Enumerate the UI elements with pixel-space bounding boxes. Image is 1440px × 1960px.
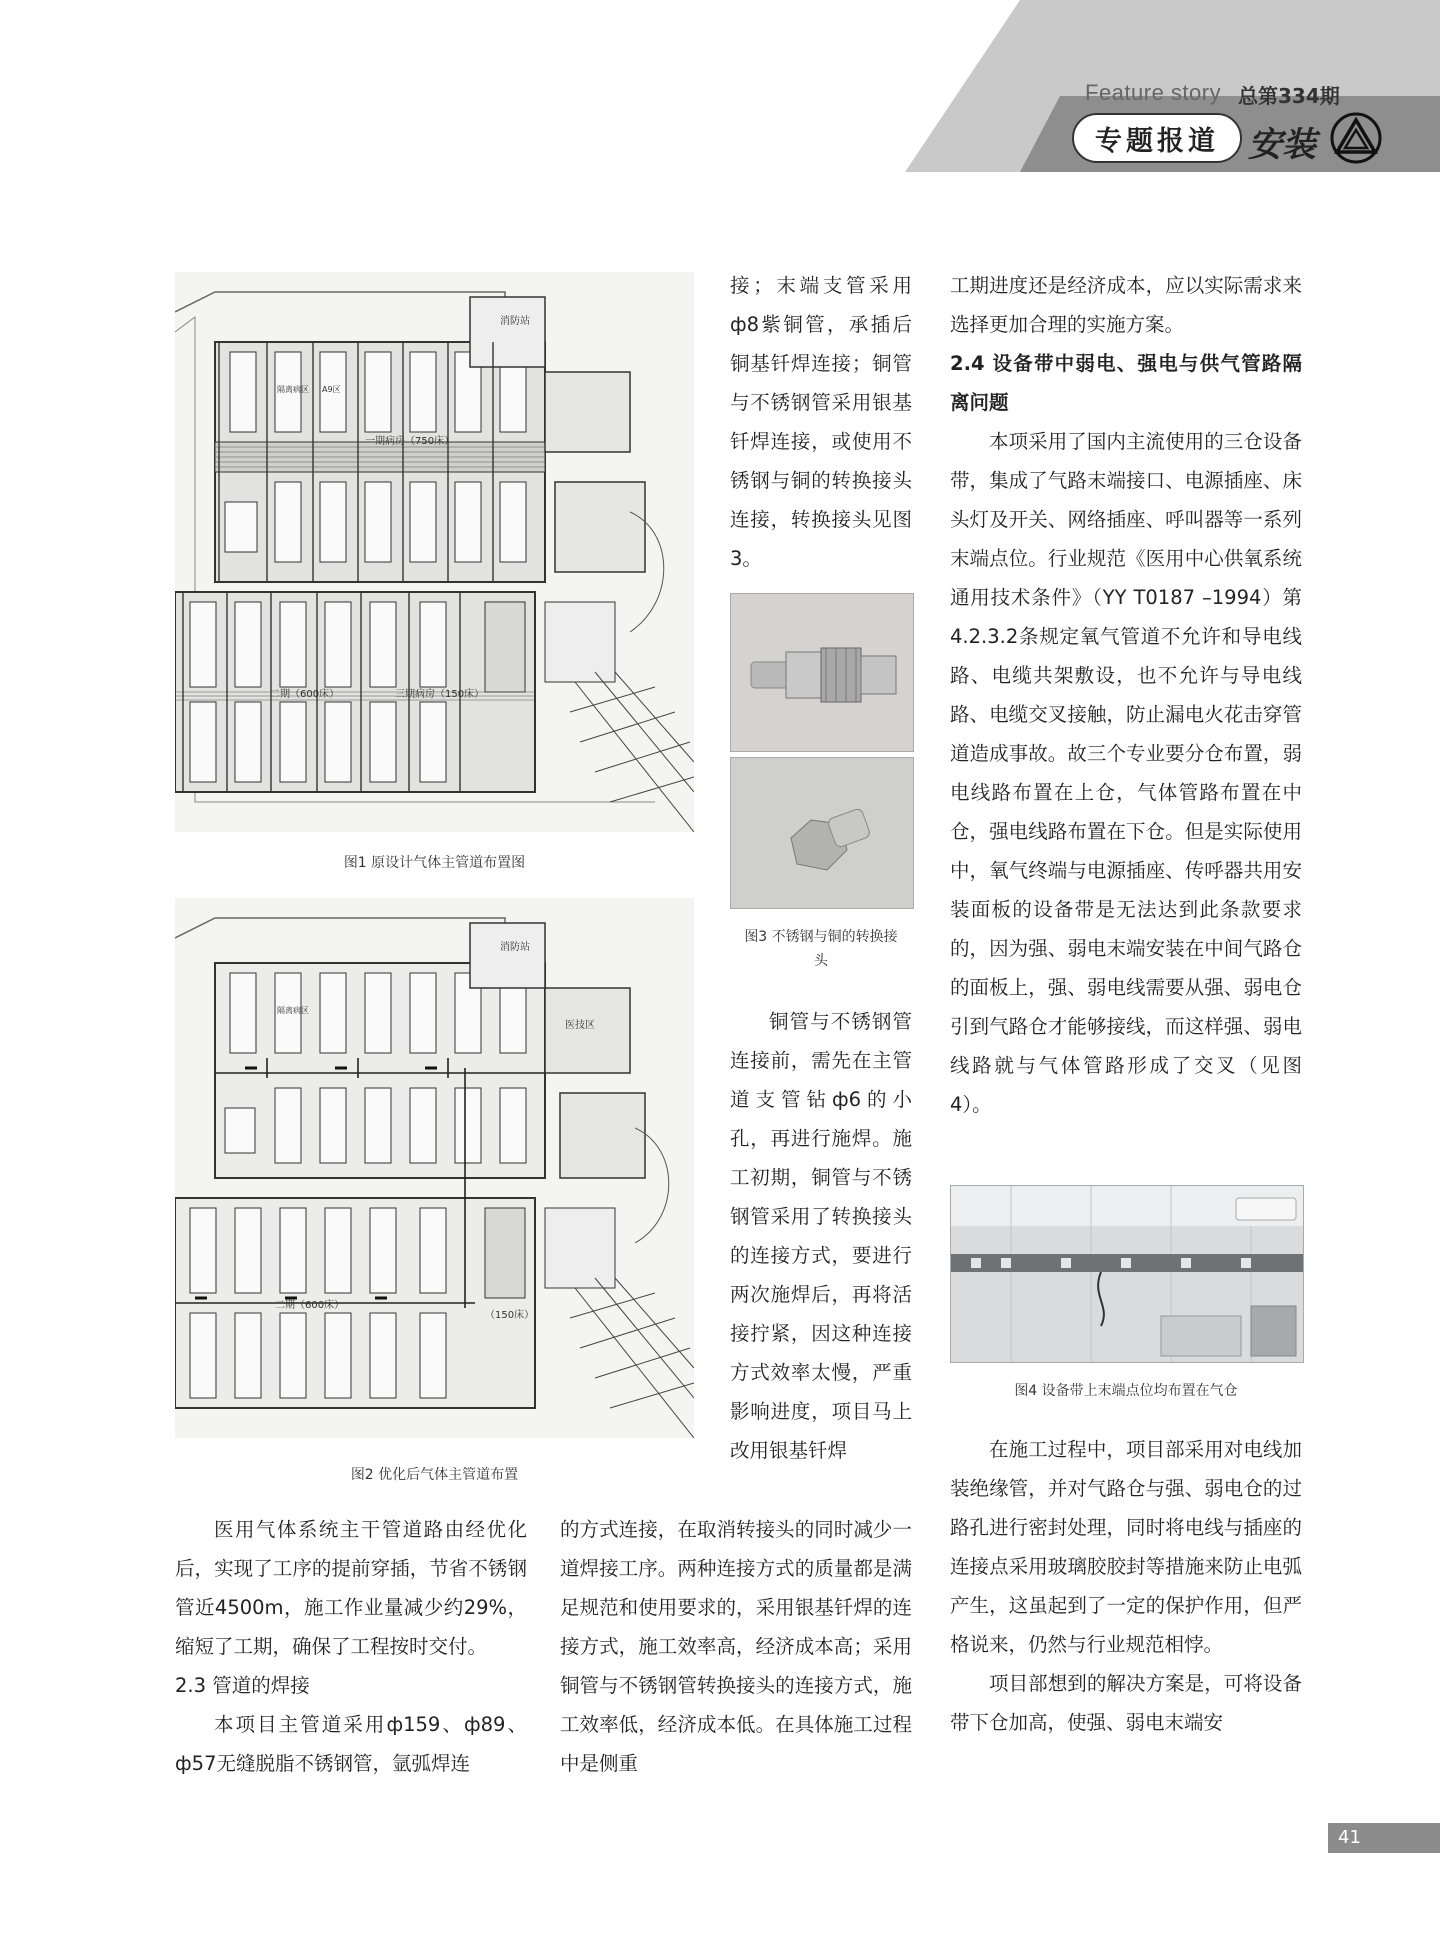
- paragraph: 本项采用了国内主流使用的三仓设备带，集成了气路末端接口、电源插座、床头灯及开关、网络插座、呼叫器等一系列末端点位。行业规范《医用中心供氧系统通用技术条件》（YY T0187 –1994）第4.2.3.2条规定氧气管道不允许和导电线路、电缆共架敷设，也不允许与导电线路、电缆交叉接触，防止漏电火花击穿管道造成事故。故三个专业要分仓布置，弱电线路布置在上仓，气体管路布置在中仓，强电线路布置在下仓。但是实际使用中，氧气终端与电源插座、传呼器共用安装面板的设备带是无法达到此条款要求的，因为强、弱电末端安装在中间气路仓的面板上，强、弱电线需要从强、弱电仓引到气路仓才能够接线，而这样强、弱电线路就与气体管路形成了交叉（见图4）。: [950, 430, 1302, 1116]
- section-heading: 2.4 设备带中弱电、强电与供气管路隔离问题: [950, 352, 1302, 414]
- figure-3-photo-bottom: [730, 757, 914, 909]
- optimized-pipe-layout-drawing: [175, 898, 694, 1438]
- original-pipe-layout-drawing: [175, 272, 694, 832]
- column-1-bottom: [175, 1510, 527, 1783]
- column-2-bottom: [560, 1510, 912, 1783]
- section-title: 专题报道: [1072, 113, 1242, 163]
- phase2-label-2: 二期（600床）: [275, 1300, 345, 1311]
- magazine-logo-icon: [1330, 112, 1382, 164]
- paragraph: 工期进度还是经济成本，应以实际需求来选择更加合理的实施方案。: [950, 274, 1302, 336]
- ward-label: 隔离病区: [277, 385, 309, 394]
- column-3-top: [950, 266, 1302, 1124]
- equipment-band-photo: [951, 1186, 1303, 1362]
- fire-station-label: 消防站: [500, 316, 530, 327]
- issue-number: 总第334期: [1238, 84, 1340, 108]
- paragraph: 本项目主管道采用ф159、ф89、ф57无缝脱脂不锈钢管，氩弧焊连: [175, 1713, 527, 1775]
- region-label: A9区: [322, 385, 341, 394]
- figure-4-photo: [950, 1185, 1304, 1363]
- phase2-label: 二期（600床）: [270, 689, 340, 700]
- figure-4-caption: 图4 设备带上末端点位均布置在气仓: [1014, 1383, 1238, 1399]
- figure-1: [175, 272, 694, 832]
- paragraph: 医用气体系统主干管道路由经优化后，实现了工序的提前穿插，节省不锈钢管近4500m，施工作业量减少约29%，缩短了工期，确保了工程按时交付。: [175, 1518, 527, 1658]
- adapter-fitting-icon: [731, 594, 913, 751]
- feature-story-label: Feature story: [1085, 80, 1222, 105]
- phase1-label: 一期病房（750床）: [365, 436, 455, 447]
- figure-3-caption: 图3 不锈钢与铜的转换接头: [744, 929, 898, 969]
- fire-station-label-2: 消防站: [500, 942, 530, 953]
- figure-2-caption: 图2 优化后气体主管道布置: [350, 1467, 519, 1483]
- medical-area-label: 医技区: [565, 1020, 595, 1031]
- column-3-bottom: [950, 1430, 1302, 1742]
- paragraph: 接；末端支管采用ф8紫铜管，承插后铜基钎焊连接；铜管与不锈钢管采用银基钎焊连接，或使用不锈钢与铜的转换接头连接，转换接头见图3。: [730, 274, 912, 570]
- paragraph: 铜管与不锈钢管连接前，需先在主管道支管钻ф6的小孔，再进行施焊。施工初期，铜管与不锈钢管采用了转换接头的连接方式，要进行两次施焊后，再将活接拧紧，因这种连接方式效率太慢，严重影响进度，项目马上改用银基钎焊: [730, 1010, 912, 1462]
- section-heading: 2.3 管道的焊接: [175, 1674, 310, 1697]
- column-2-middle: [730, 1002, 912, 1470]
- phase3-label: 三期病房（150床）: [395, 689, 485, 700]
- hex-nut-icon: [731, 758, 913, 908]
- phase3-label-2: （150床）: [485, 1310, 535, 1321]
- column-2-top: [730, 266, 912, 578]
- paragraph: 项目部想到的解决方案是，可将设备带下仓加高，使强、弱电末端安: [950, 1672, 1302, 1734]
- ward-label-2: 隔离病区: [277, 1006, 309, 1015]
- figure-3-photo-top: [730, 593, 914, 752]
- paragraph: 的方式连接，在取消转接头的同时减少一道焊接工序。两种连接方式的质量都是满足规范和使用要求的，采用银基钎焊的连接方式，施工效率高，经济成本高；采用铜管与不锈钢管转换接头的连接方式，施工效率低，经济成本低。在具体施工过程中是侧重: [560, 1518, 912, 1775]
- figure-1-caption: 图1 原设计气体主管道布置图: [343, 855, 526, 871]
- figure-2: [175, 898, 694, 1438]
- magazine-brand: 安装: [1248, 125, 1316, 165]
- paragraph: 在施工过程中，项目部采用对电线加装绝缘管，并对气路仓与强、弱电仓的过路孔进行密封处理，同时将电线与插座的连接点采用玻璃胶胶封等措施来防止电弧产生，这虽起到了一定的保护作用，但严格说来，仍然与行业规范相悖。: [950, 1438, 1302, 1656]
- page-number: 41: [1328, 1823, 1440, 1853]
